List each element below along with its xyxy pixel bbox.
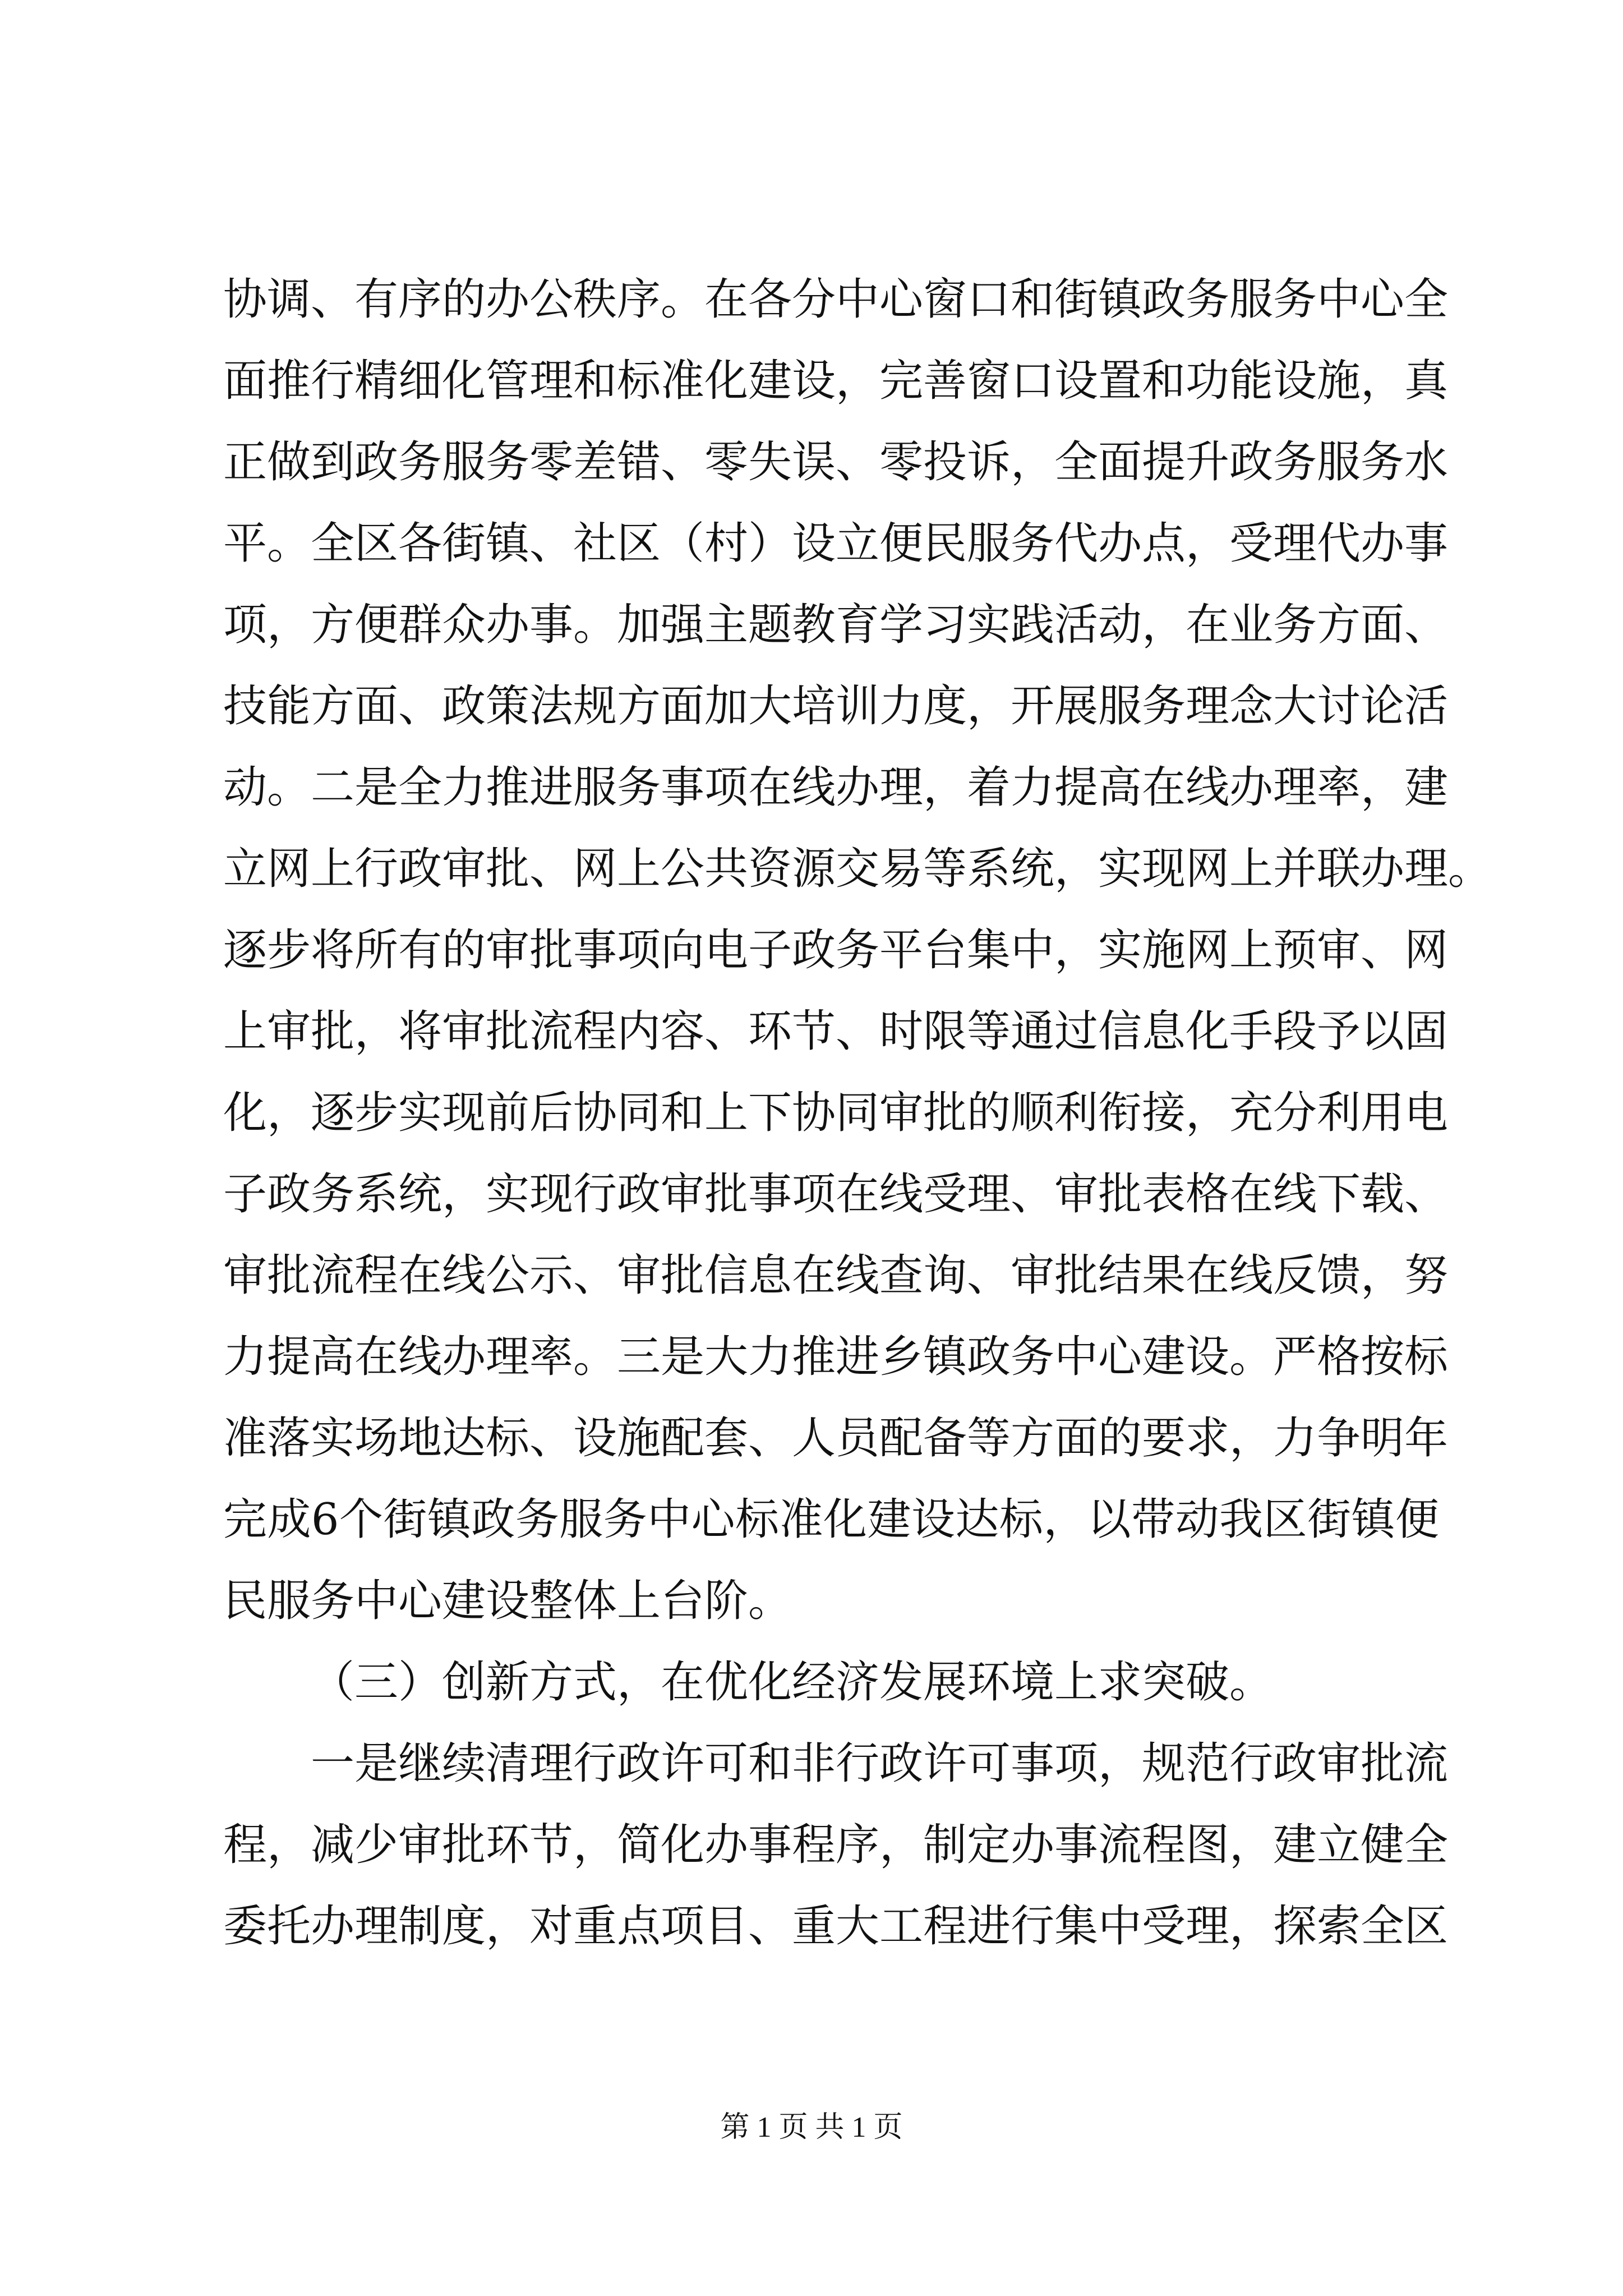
text-line: 化，逐步实现前后协同和上下协同审批的顺利衔接，充分利用电 xyxy=(223,1088,1449,1138)
text-line: 协调、有序的办公秩序。在各分中心窗口和街镇政务服务中心全 xyxy=(223,274,1449,325)
text-line: 逐步将所有的审批事项向电子政务平台集中，实施网上预审、网 xyxy=(223,925,1449,976)
text-line: 完成6个街镇政务服务中心标准化建设达标，以带动我区街镇便 xyxy=(223,1494,1439,1545)
text-line: 立网上行政审批、网上公共资源交易等系统，实现网上并联办理。 xyxy=(223,844,1492,894)
text-line: 审批流程在线公示、审批信息在线查询、审批结果在线反馈，努 xyxy=(223,1250,1449,1301)
text-line: 技能方面、政策法规方面加大培训力度，开展服务理念大讨论活 xyxy=(223,681,1449,731)
text-line: 民服务中心建设整体上台阶。 xyxy=(223,1576,792,1626)
body-text xyxy=(223,259,1492,1967)
text-line: 子政务系统，实现行政审批事项在线受理、审批表格在线下载、 xyxy=(223,1169,1449,1220)
text-line: 委托办理制度，对重点项目、重大工程进行集中受理，探索全区 xyxy=(223,1901,1449,1952)
text-line: 项，方便群众办事。加强主题教育学习实践活动，在业务方面、 xyxy=(223,600,1449,650)
text-line: 一是继续清理行政许可和非行政许可事项，规范行政审批流 xyxy=(311,1738,1449,1789)
section-heading: （三）创新方式，在优化经济发展环境上求突破。 xyxy=(311,1657,1274,1708)
text-line: 程，减少审批环节，简化办事程序，制定办事流程图，建立健全 xyxy=(223,1820,1449,1870)
text-line: 动。二是全力推进服务事项在线办理，着力提高在线办理率，建 xyxy=(223,762,1449,813)
text-line: 上审批，将审批流程内容、环节、时限等通过信息化手段予以固 xyxy=(223,1006,1449,1057)
page-number-footer: 第 1 页 共 1 页 xyxy=(720,2111,903,2143)
text-line: 力提高在线办理率。三是大力推进乡镇政务中心建设。严格按标 xyxy=(223,1332,1449,1382)
text-line: 准落实场地达标、设施配套、人员配备等方面的要求，力争明年 xyxy=(223,1413,1449,1464)
text-line: 面推行精细化管理和标准化建设，完善窗口设置和功能设施，真 xyxy=(223,356,1449,406)
text-line: 正做到政务服务零差错、零失误、零投诉，全面提升政务服务水 xyxy=(223,437,1449,487)
text-line: 平。全区各街镇、社区（村）设立便民服务代办点，受理代办事 xyxy=(223,518,1449,569)
